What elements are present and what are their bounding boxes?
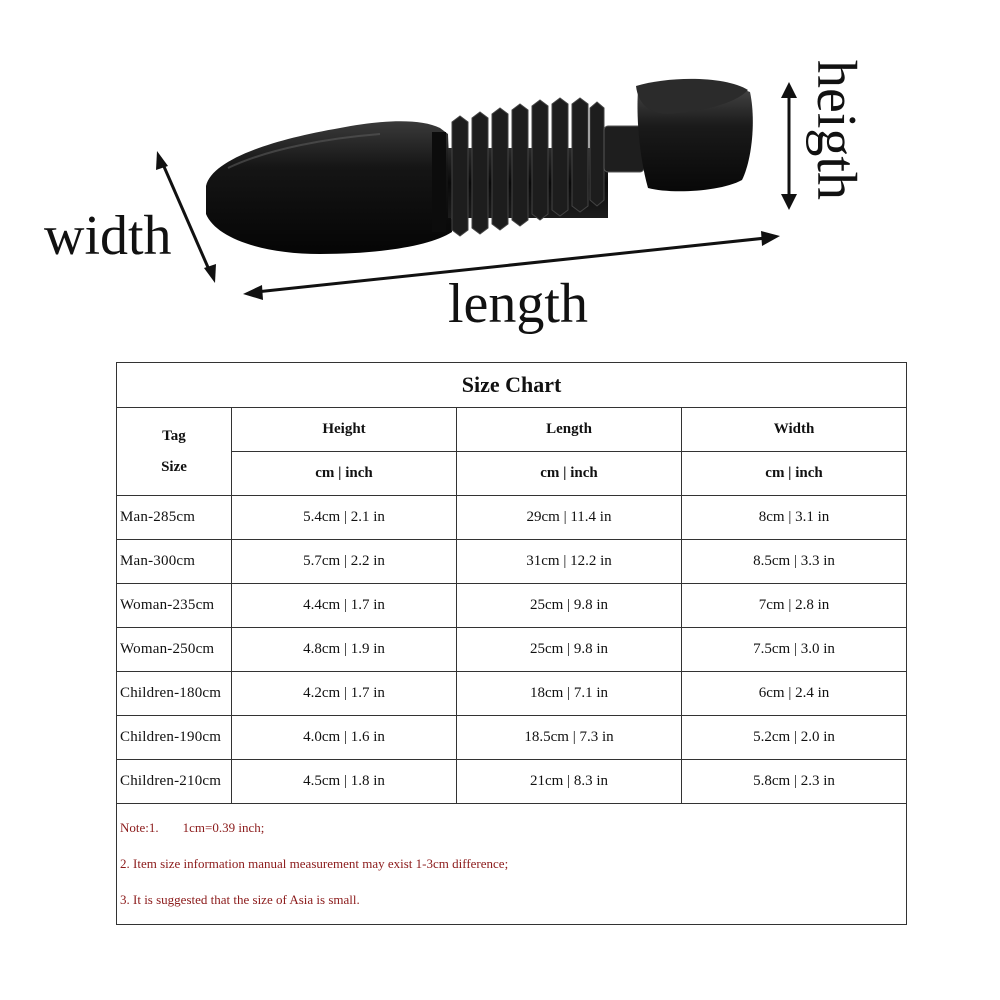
- table-row: [117, 672, 907, 716]
- height-cell: 4.4cm | 1.7 in: [232, 584, 457, 628]
- width-column-header: Width: [682, 408, 907, 452]
- height-cell: 4.2cm | 1.7 in: [232, 672, 457, 716]
- toe-piece: [206, 121, 452, 254]
- height-cell: 4.0cm | 1.6 in: [232, 716, 457, 760]
- product-illustration: [0, 0, 1000, 350]
- tag-size-cell: Woman-235cm: [117, 584, 232, 628]
- note-1-prefix: Note:1.: [120, 820, 159, 835]
- length-cell: 21cm | 8.3 in: [457, 760, 682, 804]
- width-cell: 5.8cm | 2.3 in: [682, 760, 907, 804]
- note-3: 3. It is suggested that the size of Asia is small.: [120, 892, 360, 907]
- length-cell: 29cm | 11.4 in: [457, 496, 682, 540]
- table-row: [117, 628, 907, 672]
- table-row: [117, 716, 907, 760]
- tag-size-cell: Woman-250cm: [117, 628, 232, 672]
- width-cell: 7cm | 2.8 in: [682, 584, 907, 628]
- heel-piece: [636, 79, 753, 191]
- tag-size-cell: Man-285cm: [117, 496, 232, 540]
- spring-coil: [448, 98, 608, 236]
- tag-size-header: [117, 408, 232, 496]
- length-cell: 25cm | 9.8 in: [457, 628, 682, 672]
- table-row: [117, 496, 907, 540]
- width-unit-header: cm | inch: [682, 452, 907, 496]
- width-cell: 8cm | 3.1 in: [682, 496, 907, 540]
- width-cell: 6cm | 2.4 in: [682, 672, 907, 716]
- length-column-header: Length: [457, 408, 682, 452]
- tag-size-cell: Children-180cm: [117, 672, 232, 716]
- width-cell: 7.5cm | 3.0 in: [682, 628, 907, 672]
- length-cell: 31cm | 12.2 in: [457, 540, 682, 584]
- height-column-header: Height: [232, 408, 457, 452]
- height-cell: 5.7cm | 2.2 in: [232, 540, 457, 584]
- size-chart-title: Size Chart: [117, 363, 907, 408]
- width-label: width: [44, 205, 172, 267]
- tag-size-cell: Children-190cm: [117, 716, 232, 760]
- tag-size-cell: Children-210cm: [117, 760, 232, 804]
- length-unit-header: cm | inch: [457, 452, 682, 496]
- length-cell: 18cm | 7.1 in: [457, 672, 682, 716]
- width-cell: 5.2cm | 2.0 in: [682, 716, 907, 760]
- note-1-text: 1cm=0.39 inch;: [182, 820, 265, 835]
- height-cell: 4.8cm | 1.9 in: [232, 628, 457, 672]
- length-label: length: [448, 273, 588, 335]
- size-chart-table: [116, 362, 907, 925]
- height-cell: 5.4cm | 2.1 in: [232, 496, 457, 540]
- table-row: [117, 760, 907, 804]
- header-row: [117, 408, 907, 452]
- length-cell: 18.5cm | 7.3 in: [457, 716, 682, 760]
- tag-header-line2: Size: [161, 458, 187, 475]
- height-arrow: [781, 82, 797, 210]
- note-1: [120, 810, 903, 846]
- height-label: heigth: [805, 60, 867, 200]
- height-cell: 4.5cm | 1.8 in: [232, 760, 457, 804]
- unit-row: [117, 452, 907, 496]
- tag-size-cell: Man-300cm: [117, 540, 232, 584]
- connector-rod: [604, 126, 644, 172]
- notes-row: [117, 804, 907, 925]
- table-row: [117, 540, 907, 584]
- title-row: [117, 363, 907, 408]
- width-cell: 8.5cm | 3.3 in: [682, 540, 907, 584]
- table-row: [117, 584, 907, 628]
- length-cell: 25cm | 9.8 in: [457, 584, 682, 628]
- note-2: 2. Item size information manual measurement may exist 1-3cm difference;: [120, 856, 509, 871]
- notes-cell: [117, 804, 907, 925]
- height-unit-header: cm | inch: [232, 452, 457, 496]
- tag-header-line1: Tag: [162, 427, 186, 444]
